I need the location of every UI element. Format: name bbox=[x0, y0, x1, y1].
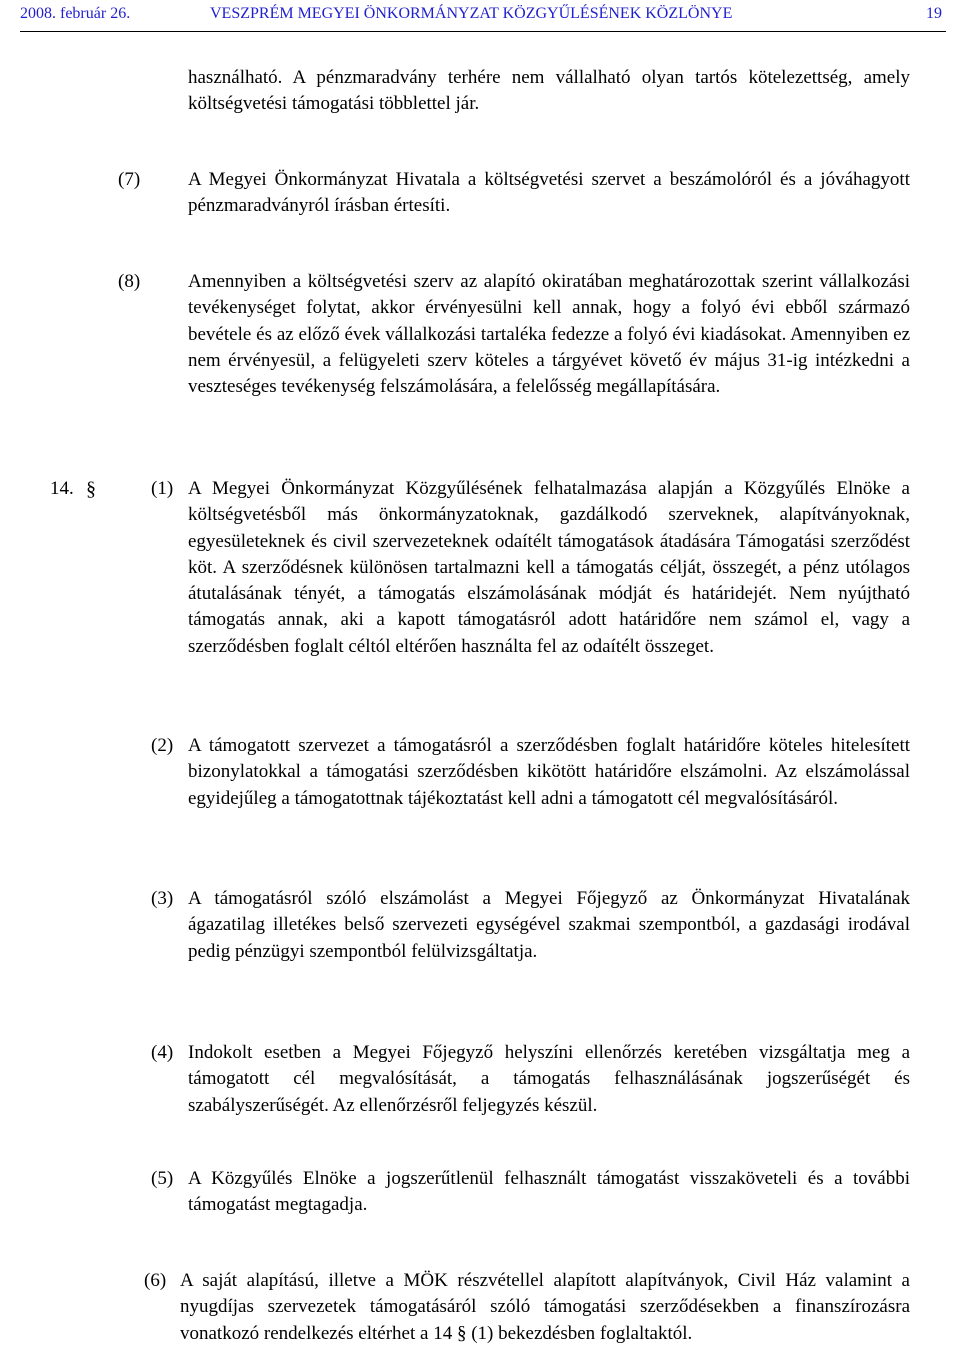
page-header bbox=[20, 3, 946, 32]
header-date: 2008. február 26. bbox=[20, 5, 131, 22]
subsection-number-6: (6) bbox=[144, 1270, 167, 1291]
subsection-number-5: (5) bbox=[151, 1168, 174, 1189]
subsection-number-1: (1) bbox=[151, 478, 174, 499]
subsection-2-text: A támogatott szervezet a támogatásról a szerződésben foglalt határidőre köteles hitelesített bizonylatokkal a támogatási szerződésben kikötött határidőre elszámolni. Az elszámolással egyidejűleg a támogatottnak tájékoztatást kell adni a támogatott cél megvalósításáról. bbox=[188, 735, 910, 809]
paragraph-7-text: A Megyei Önkormányzat Hivatala a költségvetési szervet a beszámolóról és a jóváhagyott pénzmaradványról írásban értesíti. bbox=[188, 169, 910, 217]
continuation-text: használható. A pénzmaradvány terhére nem vállalható olyan tartós kötelezettség, amely költségvetési támogatási többlettel jár. bbox=[188, 67, 910, 115]
subsection-number-2: (2) bbox=[151, 735, 174, 756]
paragraph-number-7: (7) bbox=[118, 169, 141, 190]
page-number: 19 bbox=[926, 5, 942, 22]
section-mark: § bbox=[86, 478, 96, 500]
subsection-number-4: (4) bbox=[151, 1042, 174, 1063]
subsection-3-text: A támogatásról szóló elszámolást a Megyei Főjegyző az Önkormányzat Hivatalának ágazatilag illetékes belső szervezeti egységével szakmai szempontból, a gazdasági irodával pedig pénzügyi szempontból felülvizsgáltatja. bbox=[188, 888, 910, 962]
subsection-4-text: Indokolt esetben a Megyei Főjegyző helyszíni ellenőrzés keretében vizsgáltatja meg a támogatott cél megvalósítását, a támogatás felhasználásának jogszerűségét és szabályszerűségét. Az ellenőrzésről feljegyzés készül. bbox=[188, 1042, 910, 1116]
header-title: VESZPRÉM MEGYEI ÖNKORMÁNYZAT KÖZGYŰLÉSÉNEK KÖZLÖNYE bbox=[210, 5, 733, 22]
subsection-1-text: A Megyei Önkormányzat Közgyűlésének felhatalmazása alapján a Közgyűlés Elnöke a költségvetésből más önkormányzatoknak, gazdálkodó szerveknek, alapítványoknak, egyesületeknek és civil szervezeteknek odaítélt támogatások átadására Támogatási szerződést köt. A szerződésnek különösen tartalmazni kell a támogatás célját, összegét, a pénz utólagos átutalásának tényét, a támogatás elszámolásának módját és határidejét. Nem nyújtható támogatás annak, aki a kapott támogatásról adott határidőre nem számol el, vagy a szerződésben foglalt céltól eltérően használta fel az odaítélt összeget. bbox=[188, 478, 910, 657]
subsection-5-text: A Közgyűlés Elnöke a jogszerűtlenül felhasznált támogatást visszaköveteli és a további támogatást megtagadja. bbox=[188, 1168, 910, 1216]
subsection-number-3: (3) bbox=[151, 888, 174, 909]
paragraph-8-text: Amennyiben a költségvetési szerv az alapító okiratában meghatározottak szerint vállalkozási tevékenységet folytat, akkor érvényesülni kell annak, hogy a folyó évi ebből származó bevétele és az előző évek vállalkozási tartaléka fedezze a folyó évi kiadásokat. Amennyiben ez nem érvényesül, a felügyeleti szerv köteles a tárgyévet követő év május 31-ig intézkedni a veszteséges tevékenység felszámolására, a felelősség megállapítására. bbox=[188, 271, 910, 398]
section-number: 14. bbox=[50, 478, 74, 499]
subsection-6-text: A saját alapítású, illetve a MÖK részvétellel alapított alapítványok, Civil Ház valamint a nyugdíjas szervezetek támogatásáról szóló támogatási szerződésekben a finanszírozásra vonatkozó rendelkezés eltérhet a 14 § (1) bekezdésben foglaltaktól. bbox=[180, 1270, 910, 1344]
paragraph-number-8: (8) bbox=[118, 271, 141, 292]
